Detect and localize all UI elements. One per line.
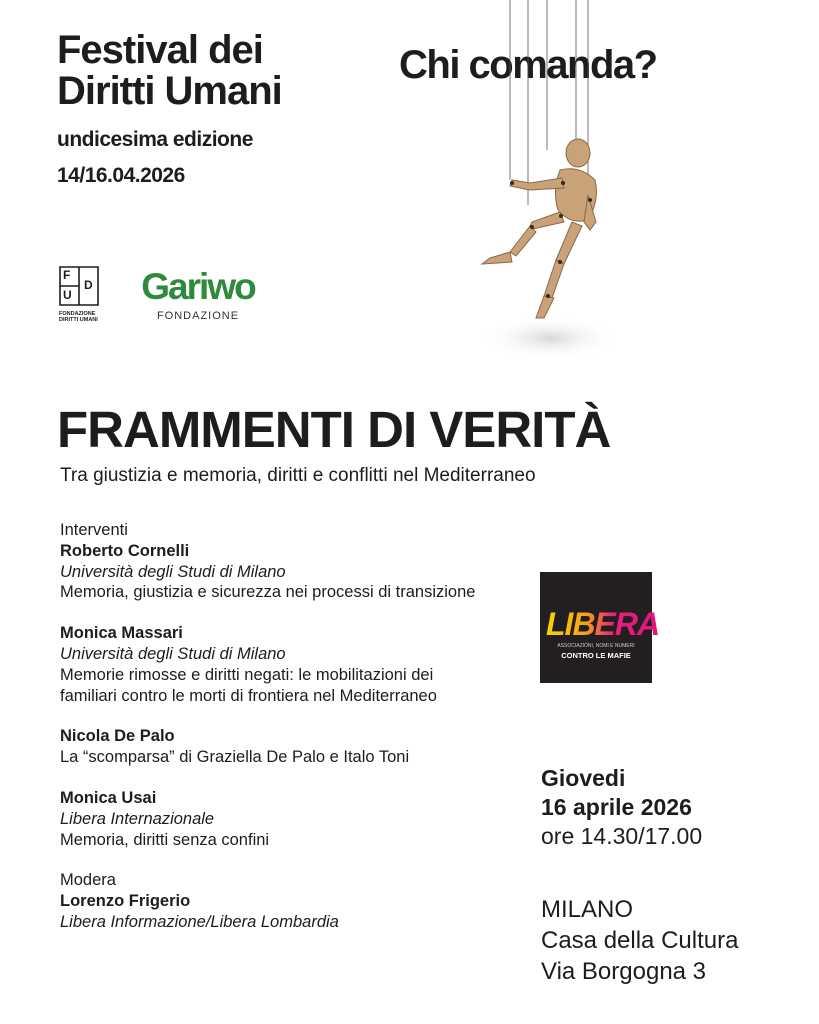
marionette-illustration xyxy=(460,0,620,370)
event-date: 16 aprile 2026 xyxy=(541,794,692,820)
speaker-name: Roberto Cornelli xyxy=(60,541,190,560)
event-subtitle: Tra giustizia e memoria, diritti e conflitti nel Mediterraneo xyxy=(60,465,536,486)
program-moderator-block xyxy=(60,870,480,932)
moderator-affiliation: Libera Informazione/Libera Lombardia xyxy=(60,912,339,931)
event-title: FRAMMENTI DI VERITÀ xyxy=(57,401,611,458)
speaker-topic: Memoria, giustizia e sicurezza nei processi di transizione xyxy=(60,583,476,602)
moderator-label: Modera xyxy=(60,871,116,890)
venue-city: MILANO xyxy=(541,896,634,923)
event-time: ore 14.30/17.00 xyxy=(541,823,703,849)
gariwo-wordmark: Gariwo xyxy=(141,266,255,307)
fdu-caption-line1: FONDAZIONE xyxy=(59,311,96,317)
festival-theme: Chi comanda? xyxy=(399,43,657,87)
festival-dates: 14/16.04.2026 xyxy=(57,164,185,187)
fdu-caption xyxy=(59,311,119,323)
speaker-topic: La “scomparsa” di Graziella De Palo e Italo Toni xyxy=(60,748,410,767)
festival-title xyxy=(57,30,377,112)
libera-tagline: ASSOCIAZIONI, NOMI E NUMERI xyxy=(557,643,635,649)
gariwo-subtitle: FONDAZIONE xyxy=(156,310,240,322)
puppet-body xyxy=(482,139,596,318)
event-day: Giovedi xyxy=(541,765,626,791)
fdu-logo xyxy=(59,266,113,324)
speaker-affiliation: Università degli Studi di Milano xyxy=(60,562,286,581)
fdu-logo-mark xyxy=(59,266,99,306)
fdu-caption-line2: DIRITTI UMANI xyxy=(59,317,98,323)
fdu-letter-f: F xyxy=(63,268,71,282)
venue-address: Via Borgogna 3 xyxy=(541,958,707,985)
program-speaker-block xyxy=(60,623,480,706)
speaker-affiliation: Università degli Studi di Milano xyxy=(60,644,286,663)
speaker-affiliation: Libera Internazionale xyxy=(60,809,215,828)
puppet-shadow xyxy=(480,316,620,360)
speaker-topic: Memorie rimosse e diritti negati: le mobilitazioni dei familiari contro le morti di frontiera nel Mediterraneo xyxy=(60,665,437,705)
libera-tagline2: CONTRO LE MAFIE xyxy=(561,651,631,660)
fdu-letter-d: D xyxy=(84,278,93,292)
fdu-letter-u: U xyxy=(63,288,72,302)
venue-name: Casa della Cultura xyxy=(541,927,739,954)
gariwo-logo xyxy=(138,268,258,324)
speaker-topic: Memoria, diritti senza confini xyxy=(60,830,270,849)
speaker-name: Monica Massari xyxy=(60,624,183,643)
program-speaker-block xyxy=(60,726,480,768)
speaker-name: Nicola De Palo xyxy=(60,727,175,746)
festival-title-line1: Festival dei xyxy=(57,28,263,72)
program xyxy=(60,520,480,953)
program-speaker-block xyxy=(60,788,480,850)
festival-title-line2: Diritti Umani xyxy=(57,69,282,113)
speaker-name: Monica Usai xyxy=(60,788,157,807)
libera-wordmark: LIBERA xyxy=(546,606,660,642)
libera-logo xyxy=(540,572,660,683)
moderator-name: Lorenzo Frigerio xyxy=(60,892,191,911)
program-speaker-block xyxy=(60,520,480,603)
festival-edition: undicesima edizione xyxy=(57,128,253,151)
interventions-label: Interventi xyxy=(60,521,128,539)
